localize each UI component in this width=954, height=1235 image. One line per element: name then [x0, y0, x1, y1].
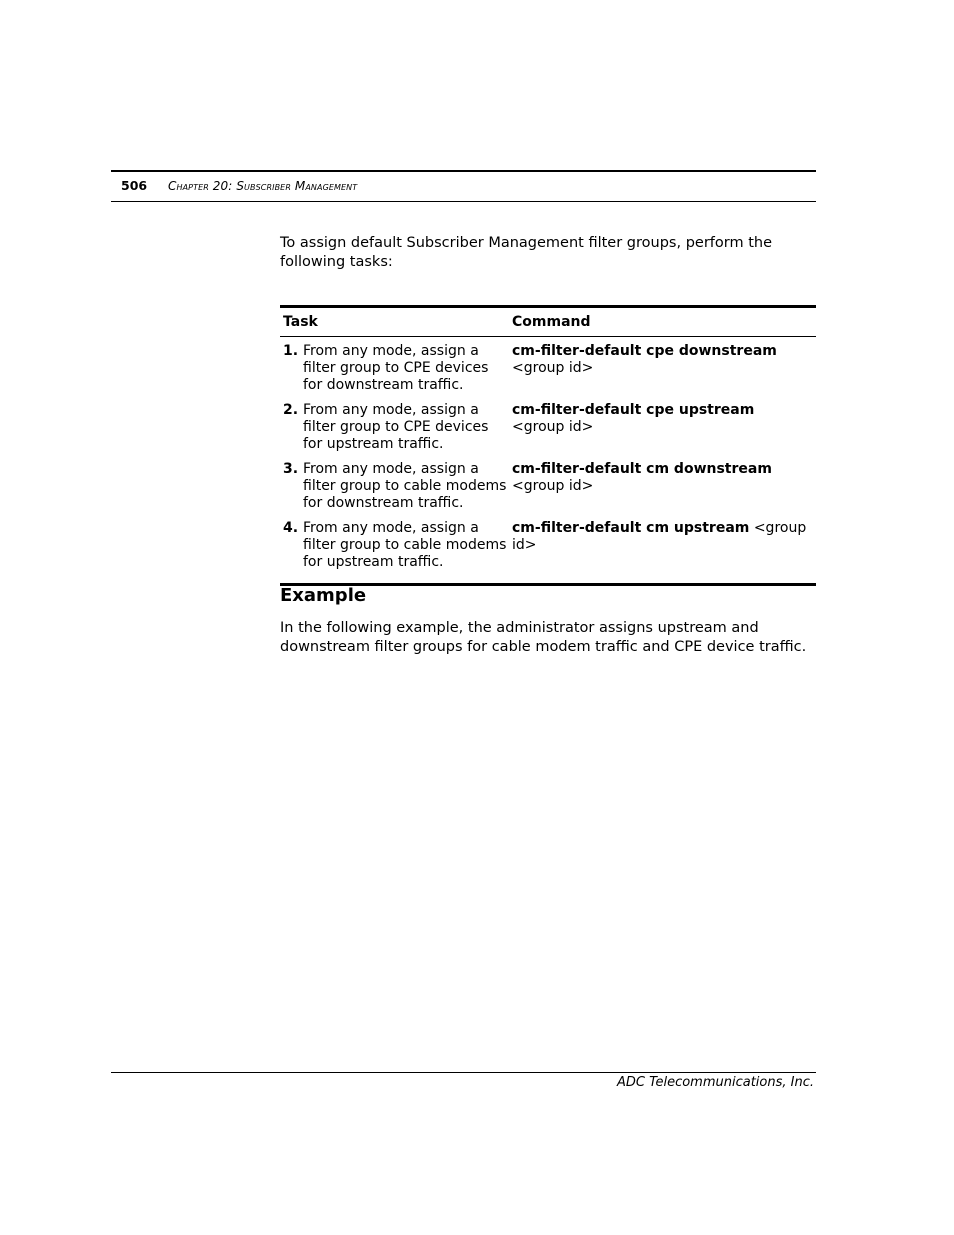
- intro-paragraph: To assign default Subscriber Management filter groups, perform the following tasks:: [280, 235, 772, 270]
- command-text: cm-filter-default cpe downstream: [512, 343, 777, 359]
- example-heading: Example: [280, 585, 367, 606]
- example-paragraph: In the following example, the administrator assigns upstream and downstream filter groups for cable modem traffic and CPE device traffic.: [280, 620, 807, 655]
- command-arg: <group id>: [512, 360, 594, 376]
- header-command: Command: [512, 314, 591, 330]
- task-number: 1.: [283, 343, 299, 359]
- table-row: [280, 461, 816, 512]
- header-rule-bottom: [111, 201, 816, 202]
- task-text: From any mode, assign a filter group to CPE devices for downstream traffic.: [303, 343, 489, 393]
- footer-rule: [111, 1072, 816, 1073]
- task-number: 4.: [283, 520, 299, 536]
- task-text: From any mode, assign a filter group to CPE devices for upstream traffic.: [303, 402, 489, 452]
- table-row: [280, 402, 816, 453]
- table-row: [280, 343, 816, 394]
- table-header: [280, 308, 816, 337]
- table-body: [280, 337, 816, 583]
- command-arg: <group id>: [512, 478, 594, 494]
- task-text: From any mode, assign a filter group to cable modems for downstream traffic.: [303, 461, 507, 511]
- table-row: [280, 520, 816, 571]
- command-text: cm-filter-default cm upstream: [512, 520, 750, 536]
- task-command-table: [280, 305, 816, 586]
- header-rule-top: [111, 170, 816, 172]
- header-task: Task: [283, 314, 318, 330]
- task-number: 2.: [283, 402, 299, 418]
- chapter-title: Chapter 20: Subscriber Management: [168, 179, 358, 193]
- page-number: 506: [121, 178, 148, 193]
- command-arg: <group id>: [512, 520, 807, 553]
- command-arg: <group id>: [512, 419, 594, 435]
- command-text: cm-filter-default cm downstream: [512, 461, 772, 477]
- command-text: cm-filter-default cpe upstream: [512, 402, 755, 418]
- footer-company: ADC Telecommunications, Inc.: [617, 1075, 814, 1090]
- task-number: 3.: [283, 461, 299, 477]
- task-text: From any mode, assign a filter group to cable modems for upstream traffic.: [303, 520, 507, 570]
